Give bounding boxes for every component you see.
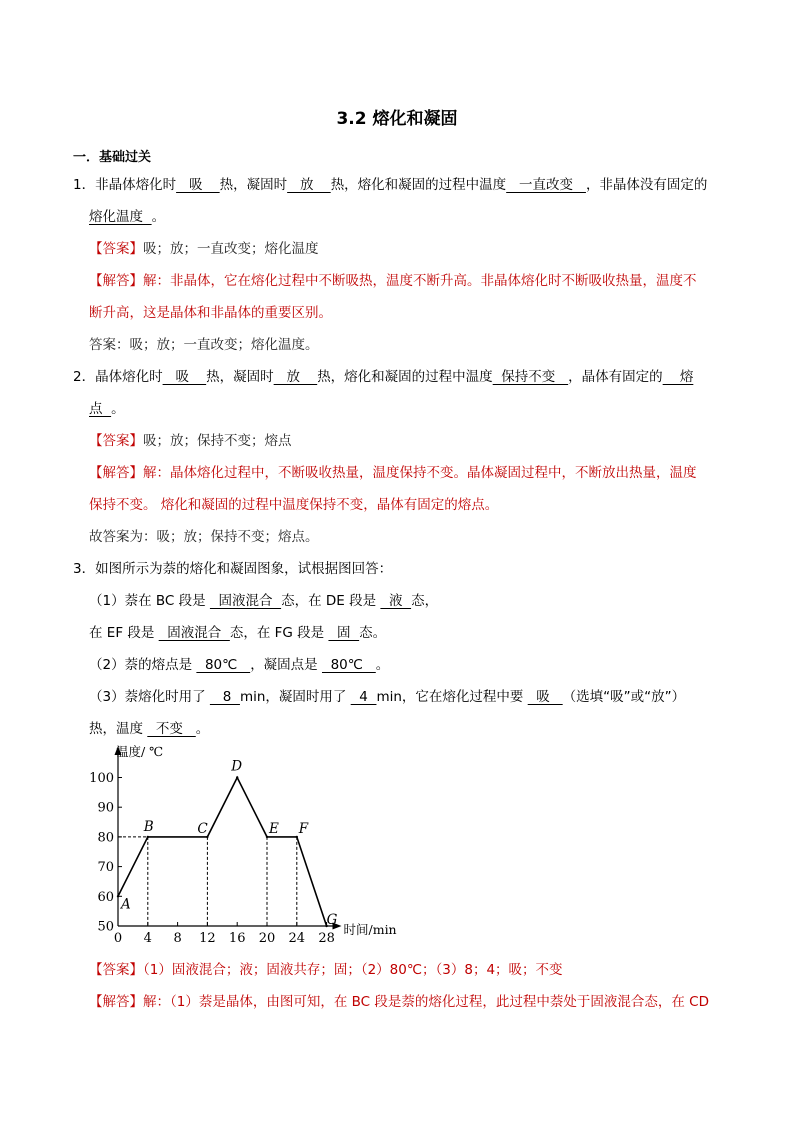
q2-blank-4b: 点 [89,401,112,417]
q2-final-answer: 故答案为：吸；放；保持不变；熔点。 [89,529,319,545]
answer-tag: 【答案】 [89,962,143,978]
section-heading: 一．基础过关 [73,150,152,165]
data-point-e [266,836,268,838]
solution-tag: 【解答】 [89,273,143,289]
point-label-a: A [121,896,131,913]
x-tick-label: 28 [318,931,335,946]
y-tick-label: 80 [97,830,114,846]
q3-blank-absorb: 吸 [527,689,563,705]
q1-blank-4: 熔化温度 [89,209,152,225]
q1-stem: 1．非晶体熔化时 吸 热，凝固时 放 热，熔化和凝固的过程中温度 一直改变 ，非晶体没有固定的 [73,177,708,193]
q2-stem-cont: 点 。 [89,401,125,417]
q3-answer: 【答案】（1）固液混合；液；固液共存；固；（2）80℃；（3）8；4；吸；不变 [89,962,563,978]
q1-final-answer: 答案：吸；放；一直改变；熔化温度。 [89,337,319,353]
q3-number: 3． [73,561,96,577]
q3-part3-cont: 热，温度 不变 。 [89,721,210,737]
y-tick-label: 70 [97,860,114,876]
q3-blank-bc: 固液混合 [209,593,282,609]
q1-solution-cont: 断升高，这是晶体和非晶体的重要区别。 [89,305,332,321]
x-tick-label: 8 [173,931,182,946]
q1-blank-2: 放 [287,177,331,193]
q3-solution: 【解答】解：（1）萘是晶体，由图可知，在 BC 段是萘的熔化过程，此过程中萘处于固液混合态，在 CD [89,994,709,1010]
q2-number: 2． [73,369,96,385]
point-label-e: E [269,820,279,837]
q2-stem: 2．晶体熔化时 吸 热，凝固时 放 热，熔化和凝固的过程中温度 保持不变 ，晶体有固定的 熔 [73,369,694,385]
q1-solution: 【解答】解：非晶体，它在熔化过程中不断吸热，温度不断升高。非晶体熔化时不断吸收热量，温度不 [89,273,697,289]
y-tick-label: 50 [97,919,114,935]
q3-blank-temperature: 不变 [147,721,196,737]
q1-answer: 【答案】吸；放；一直改变；熔化温度 [89,241,319,257]
q3-blank-melting-point: 80℃ [196,657,251,673]
q3-part3: （3）萘熔化时用了 8 min，凝固时用了 4 min，它在熔化过程中要 吸 （选填“吸”或“放”） [89,689,686,705]
data-point-f [296,836,298,838]
q2-blank-1: 吸 [162,369,207,385]
q3-blank-ef: 固液混合 [158,625,230,641]
q3-blank-freeze-time: 4 [350,689,377,705]
data-point-b [147,836,149,838]
q1-stem-cont: 熔化温度 。 [89,209,166,225]
q3-blank-freezing-point: 80℃ [321,657,376,673]
data-point-d [236,776,238,778]
data-line [118,778,327,927]
q1-blank-3: 一直改变 [506,177,586,193]
q1-blank-1: 吸 [176,177,220,193]
temperature-time-chart [84,738,414,952]
answer-tag: 【答案】 [89,241,143,257]
x-tick-label: 24 [288,931,306,946]
q3-blank-melt-time: 8 [209,689,240,705]
x-tick-label: 12 [199,931,216,946]
q2-blank-3: 保持不变 [492,369,569,385]
page-title: 3.2 熔化和凝固 [336,109,458,129]
q2-blank-2: 放 [273,369,318,385]
point-label-d: D [231,758,243,775]
x-axis-label: 时间/min [343,922,397,937]
y-axis-label: 温度/ ℃ [116,744,164,759]
q3-part2: （2）萘的熔点是 80℃ ，凝固点是 80℃ 。 [89,657,390,673]
y-tick-label: 90 [97,800,114,816]
q2-solution-cont: 保持不变。 熔化和凝固的过程中温度保持不变，晶体有固定的熔点。 [89,497,499,513]
y-tick-label: 100 [89,771,114,786]
q3-blank-de: 液 [380,593,412,609]
answer-tag: 【答案】 [89,433,143,449]
solution-tag: 【解答】 [89,994,143,1010]
q1-number: 1． [73,177,96,193]
q2-answer: 【答案】吸；放；保持不变；熔点 [89,433,292,449]
y-tick-label: 60 [97,889,114,905]
x-tick-label: 0 [113,931,123,946]
x-tick-label: 20 [258,931,276,946]
point-label-c: C [197,820,208,837]
q2-solution: 【解答】解：晶体熔化过程中，不断吸收热量，温度保持不变。晶体凝固过程中，不断放出热量，温度 [89,465,697,481]
solution-tag: 【解答】 [89,465,143,481]
q3-part1-cont: 在 EF 段是 固液混合 态，在 FG 段是 固 态。 [89,625,387,641]
x-tick-label: 16 [228,931,246,946]
point-label-f: F [298,820,309,837]
q3-stem: 3．如图所示为萘的熔化和凝固图象，试根据图回答： [73,561,393,577]
point-label-g: G [326,912,338,928]
x-tick-label: 4 [143,931,152,946]
point-label-b: B [143,818,154,835]
q3-blank-fg: 固 [328,625,360,641]
q2-blank-4a: 熔 [662,369,694,385]
q3-part1: （1）萘在 BC 段是 固液混合 态，在 DE 段是 液 态， [89,593,439,609]
data-point-a [117,895,119,897]
